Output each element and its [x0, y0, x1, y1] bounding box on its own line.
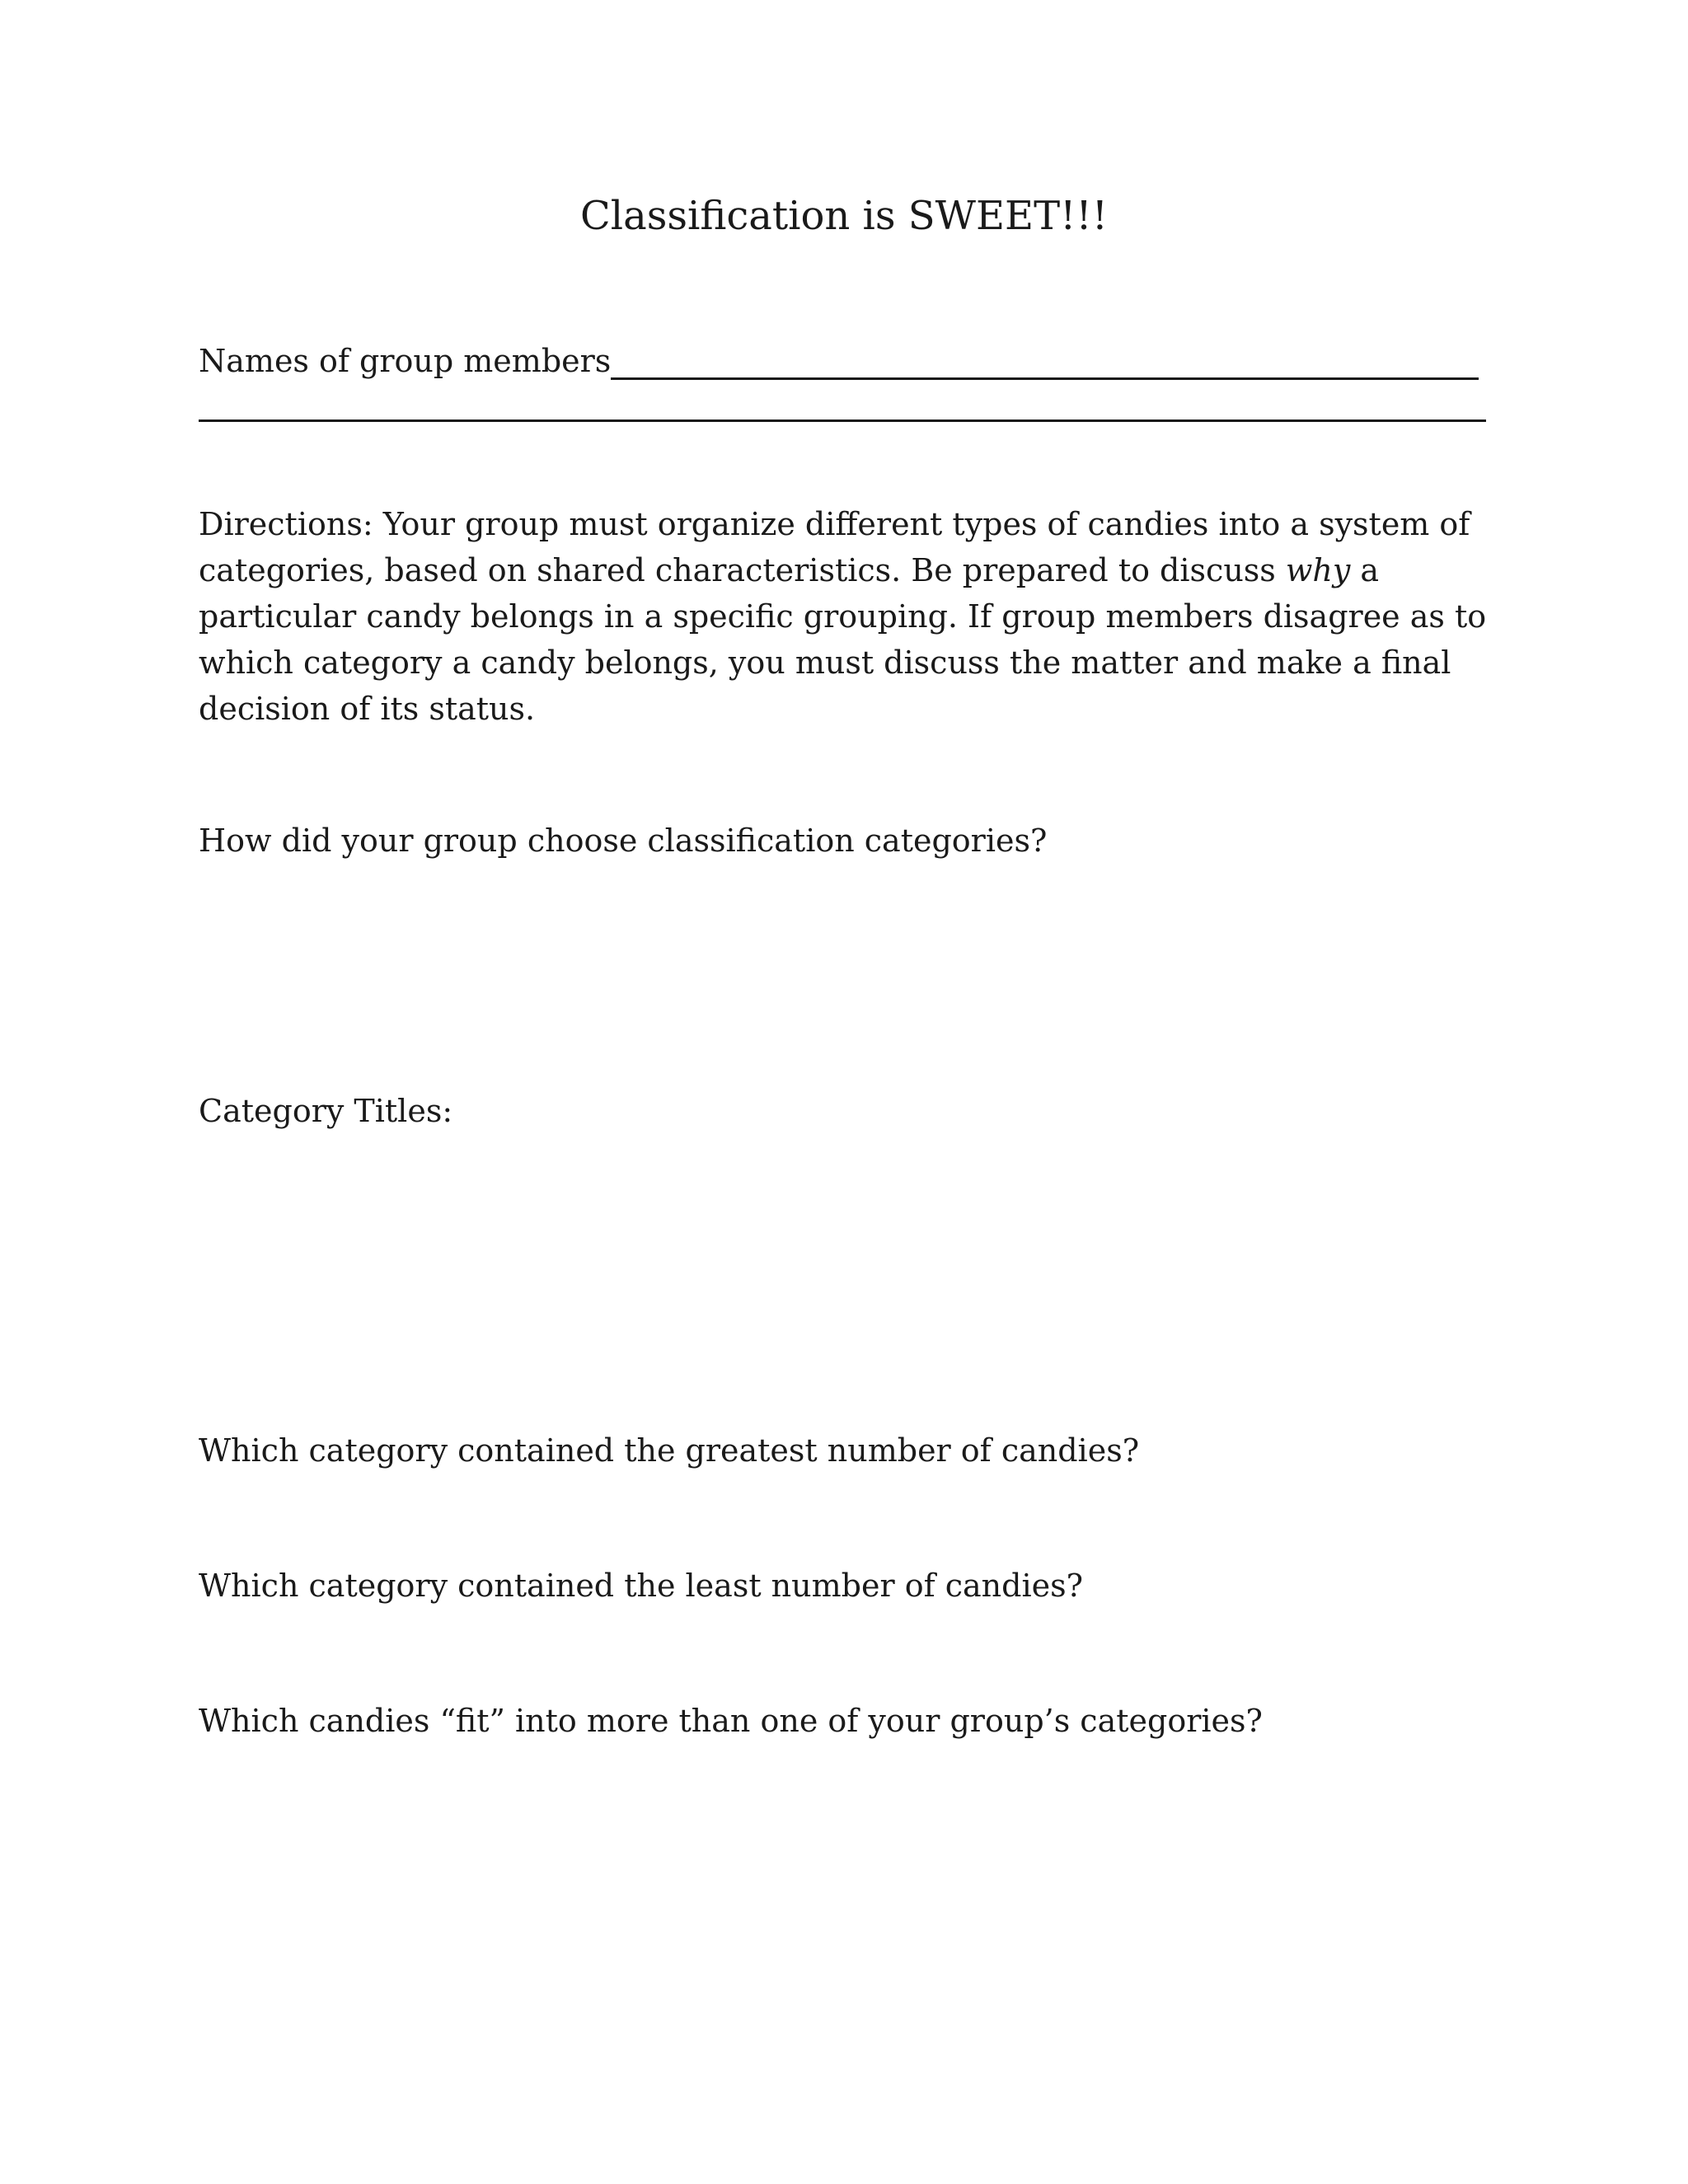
- directions-text-1: Directions: Your group must organize different types of candies into a system of categories, based on shared characteristics. Be prepared to discuss: [199, 506, 1470, 588]
- directions-paragraph: [199, 501, 1493, 732]
- question-least-number: Which category contained the least number of candies?: [199, 1568, 1083, 1604]
- names-label: Names of group members: [199, 343, 612, 379]
- directions-text-2: a particular candy belongs in a specific grouping. If group members disagree as to which category a candy belongs, you must discuss the matter and make a final decision of its status.: [199, 552, 1487, 727]
- directions-emphasis: why: [1285, 552, 1351, 588]
- question-multiple-categories: Which candies “fit” into more than one of your group’s categories?: [199, 1703, 1263, 1739]
- names-blank-line-1: [611, 377, 1479, 380]
- names-row: [199, 338, 1479, 384]
- page-title: Classification is SWEET!!!: [580, 193, 1108, 239]
- question-greatest-number: Which category contained the greatest number of candies?: [199, 1432, 1140, 1469]
- question-choose-categories: How did your group choose classification categories?: [199, 823, 1048, 859]
- names-blank-line-2: [199, 419, 1486, 422]
- category-titles-label: Category Titles:: [199, 1093, 453, 1129]
